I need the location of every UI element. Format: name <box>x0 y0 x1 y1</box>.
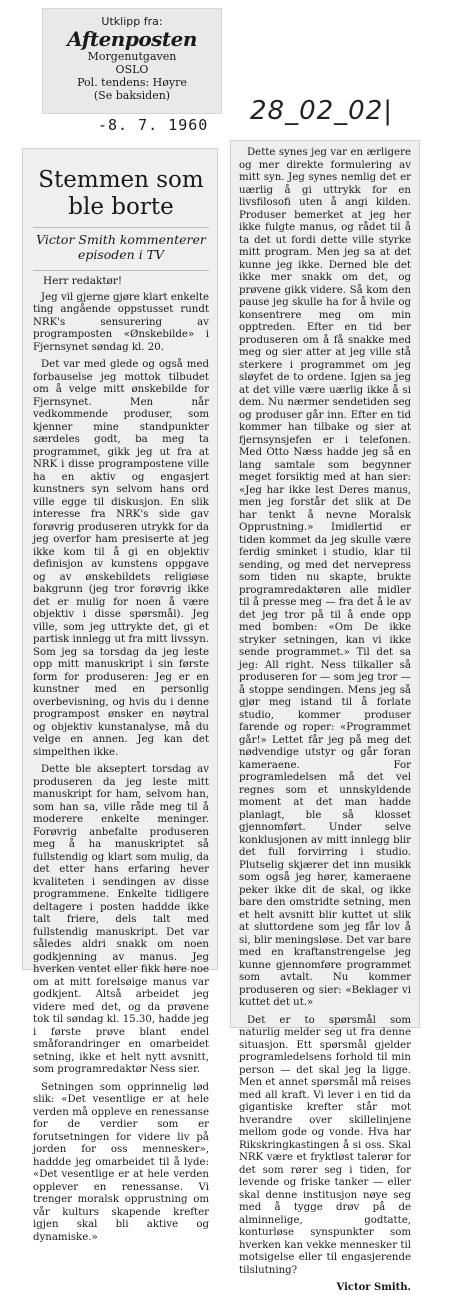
greeting: Herr redaktør! <box>43 275 123 287</box>
political-tendency: Pol. tendens: Høyre <box>77 76 187 89</box>
paragraph: Det var med glede og også med forbauselse jeg mottok tilbudet om å velge mitt ønskebilde for Fjernsynet. Men når vedkommende produser, som kjenner mine standpunkter særdeles godt, ba meg ta programmet, gikk jeg ut fra at NRK i disse programpostene ville ha en aktiv og engasjert kunstners syn selvom hans ord ville egge til diskusjon. En slik interesse fra NRK's side gav forøvrig produseren utrykk for da jeg overfor ham presiserte at jeg ikke kom til å gi en objektiv definisjon av kunstens oppgave og av ønskebildets religiøse bakgrunn (jeg tror forøvrig ikke det er mulig for noen å være objektiv i disse spørsmål). Jeg ville, som jeg uttrykte det, gi et partisk innlegg ut fra mitt livssyn. Som jeg sa torsdag da jeg leste opp mitt manuskript i sin første form for produseren: Jeg er en kunstner med en personlig overbevisning, og hvis du i denne programpost ønsker en nøytral og objektiv kunstanalyse, må du velge en annen. Jeg kan det simpelthen ikke. <box>33 359 209 758</box>
paragraph: Det er to spørsmål som naturlig melder seg ut fra denne situasjon. Ett spørsmål gjelder programledelsens forhold til min person — det skal jeg la ligge. Men et annet spørsmål må reises med all kraft. Vi lever i en tid da gigantiske krefter står mot hverandre over skillelinjene mellom gode og vonde. Hva har Rikskringkastingen å si oss. Skal NRK være et fryktløst talerør for det som rører seg i tiden, for levende og friske tanker — eller skal denne institusjon nøye seg med å tygge drøv på de alminnelige, godtatte, konturløse synspunkter som hverken kan vekke mennesker til motsigelse eller til engasjerende tilslutning? <box>239 1014 412 1276</box>
subtitle-divider <box>33 270 209 271</box>
title-divider <box>33 227 209 228</box>
signature: Victor Smith. <box>336 1282 411 1293</box>
date-stamp: -8. 7. 1960 <box>98 116 209 134</box>
paragraph: Dette ble akseptert torsdag av produseren da jeg leste mitt manuskript for ham, selvom han, som han sa, ville råde meg til å moderere enkelte meninger. Forøvrig anbefalte produseren meg å ha manuskriptet så fullstendig og klart som mulig, da det etter hans erfaring hever kvaliteten i sendingen av disse programmene. Enkelte tidligere deltagere i posten haddde ikke talt friere, dels talt med fullstendig manuskript. Det var således aldri snakk om noen godkjenning av manus. Jeg hverken ventet eller fikk høre noe om at mitt forelsøige manus var godkjent. Altså arbeidet jeg videre med det, og da prøvene tok til søndag kl. 15.30, hadde jeg i første prøve blant endel småforandringer en omarbeidet setning, ikke et helt nytt avsnitt, som programredaktør Ness sier. <box>33 764 209 1075</box>
article-right-column <box>230 140 420 1293</box>
backside-note: (Se baksiden) <box>93 89 171 102</box>
paragraph: Jeg vil gjerne gjøre klart enkelte ting angående oppstusset rundt NRK's sensurering av programposten «Ønskebilde» i Fjernsynet søndag kl. 20. <box>33 291 209 353</box>
article-subtitle: Victor Smith kommenterer episoden i TV <box>36 232 206 262</box>
paragraph: Dette synes jeg var en ærligere og mer direkte formulering av mitt syn. Jeg synes nemlig det er uærlig å gi uttrykk for en livsfilosofi uten å angi kilden. Produser bemerket at jeg her ikke fulgte manus, og rådet til å ta det ut fordi dette ville styrke mitt program. Men jeg sa at det kunne jeg ikke. Derned ble det ikke mer snakk om det, og prøvene gikk videre. Så kom den pause jeg skulle ha for å hvile og konsentrere meg om min opptreden. Efter en tid ber produseren om å få snakke med meg og sier atter at jeg ville stå sterkere i programmet om jeg sløyfet de to ordene. Igjen sa jeg at det ville være uærlig ikke å si dem. Nu nærmer sendetiden seg og produser går inn. Efter en tid kommer han tilbake og sier at fjernsynsjefen er i telefonen. Med Otto Næss hadde jeg så en lang samtale som begynner meget forsiktig med at han sier: «Jeg har ikke lest Deres manus, men jeg forstår det slik at De har tenkt å nevne Moralsk Opprustning.» Imidlertid er tiden kommet da jeg skulle være ferdig sminket i studio, klar til sending, og med det nervepress som tiden nu skapte, brukte programredaktøren alle midler til å presse meg — fra det å le av det jeg tror på til å ende opp med bomben: «Om De ikke stryker setningen, kan vi ikke sende programmet.» Til det sa jeg: All right. Ness tilkaller så produseren for — som jeg tror — å stoppe sendingen. Mens jeg så gjør meg istand til å forlate studio, kommer produser farende og roper: «Programmet går!» Lettet får jeg på meg det nødvendige utstyr og går foran kameraene. For programledelsen må det vel regnes som et unnskyldende moment at det man hadde planlagt, ble så klosset gjennomført. Under selve konklusjonen av mitt innlegg blir det full forvirring i studio. Plutselig skjærer det inn musikk som også jeg hører, kameraene peker ikke dit de skal, og ikke bare den omstridte setning, men et helt avsnitt blir kuttet ut slik at sluttordene som jeg får lov å si, blir meningsløse. Det var bare med en kraftanstrengelse jeg kunne gjennomføre programmet som avtalt. Nu kommer produseren og sier: «Beklager vi kuttet det ut.» <box>239 147 412 1008</box>
handwritten-date: 28_02_02| <box>250 96 394 126</box>
article-left-column <box>22 148 218 1243</box>
article-title: Stemmen som ble borte <box>38 167 204 220</box>
clipping-header: Utklipp fra: <box>101 15 163 28</box>
edition: Morgenutgaven <box>87 50 177 63</box>
clipping-stamp <box>42 8 222 114</box>
paragraph: Setningen som opprinnelig lød slik: «Det vesentlige er at hele verden må oppleve en renessanse for de verdier som er forutsetningen for videre liv på jorden for oss mennesker», haddde jeg omarbeidet til å lyde: «Det vesentlige er at hele verden opplever en renessanse. Vi trenger moralsk opprustning om vår kulturs skapende krefter igjen skal bli aktive og dynamiske.» <box>33 1081 209 1243</box>
newspaper-name: Aftenposten <box>67 27 197 51</box>
city: OSLO <box>115 63 149 76</box>
